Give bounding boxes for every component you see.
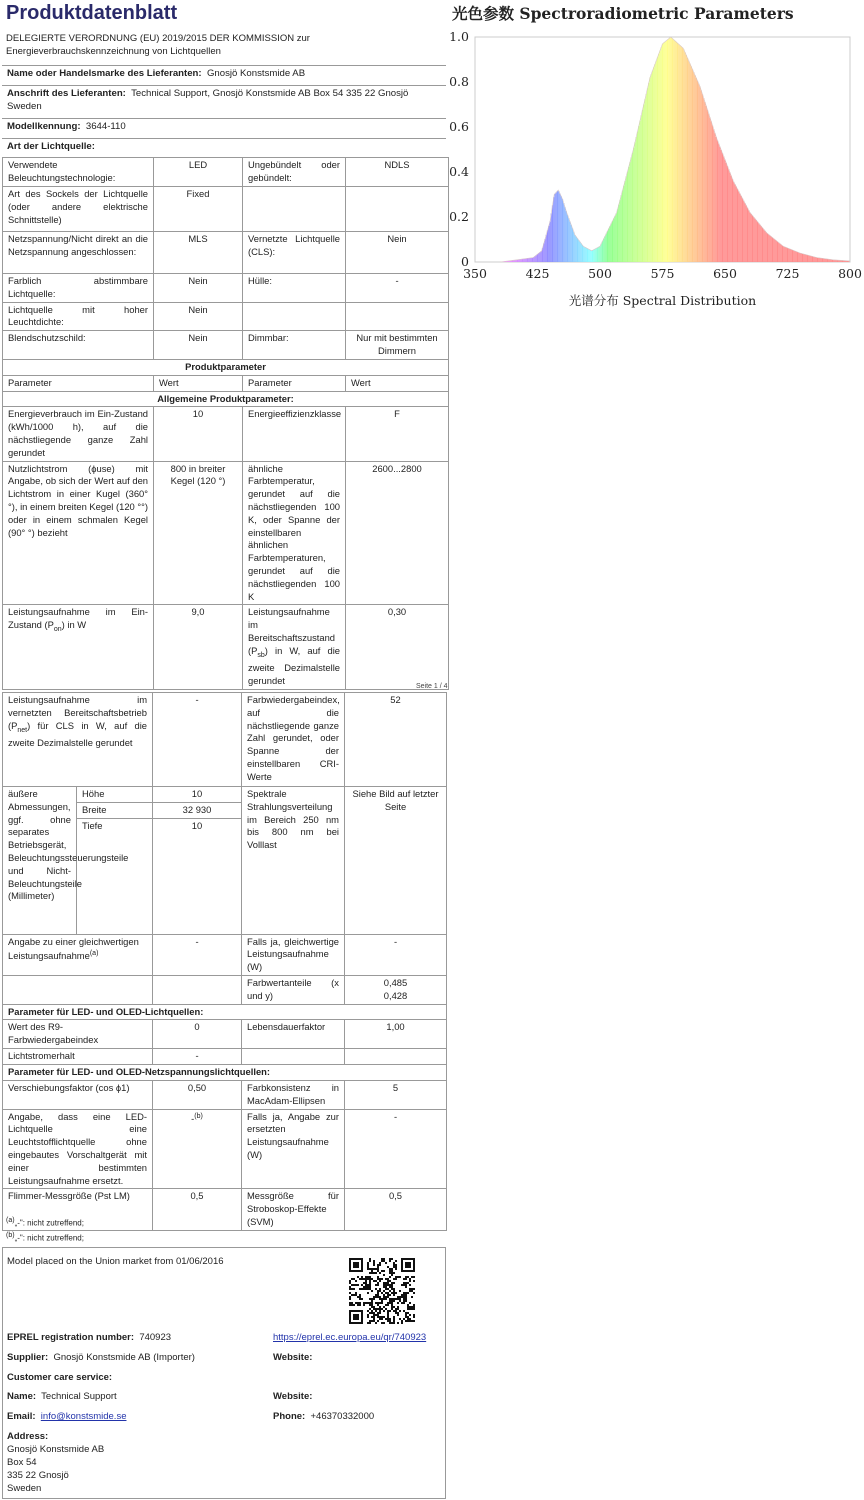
spectral-chart [440,25,864,320]
eprel-link[interactable]: https://eprel.ec.europa.eu/qr/740923 [273,1332,427,1343]
chart-title: 光色参数 Spectroradiometric Parameters [452,4,794,23]
table-row [3,1109,447,1189]
page-two-table [2,692,447,1231]
param-label: Flimmer-Messgröße (Pst LM) [3,1189,153,1230]
label-text: ) in W [61,619,87,631]
dimension-name: Tiefe [77,818,153,934]
x-axis-label: 光谱分布 Spectral Distribution [568,293,757,308]
eprel-label: EPREL registration number: [7,1332,135,1343]
superscript: (a) [89,950,99,958]
param-value: - [346,274,449,303]
param-label [3,934,153,975]
dimension-value: 10 [153,818,242,934]
model-value: 3644-110 [85,121,126,132]
light-source-type-row [2,138,446,158]
subscript: net [17,726,28,734]
table-row [3,787,447,803]
y-tick-label: 1.0 [449,29,469,44]
table-row [3,331,449,360]
table-row [3,232,449,274]
x-tick-label: 800 [838,266,862,281]
empty-cell [345,1049,447,1065]
param-label: Falls ja, Angabe zur ersetzten Leistungsaufnahme (W) [242,1109,345,1189]
table-row [3,302,449,331]
label-text: ) für CLS in W, auf die zweite Dezimalstelle gerundet [8,719,147,749]
table-row [3,975,447,1004]
param-label [3,693,153,787]
x-tick-label: 425 [525,266,550,281]
label-text: Leistungsaufnahme im Bereitschaftszustand (P [248,606,336,656]
address-line: Sweden [7,1483,42,1494]
param-value: Fixed [154,187,243,232]
label-text: ) in W, auf die zweite Dezimalstelle gerundet [248,644,340,687]
param-label: Farbwertanteile (x und y) [242,975,345,1004]
supplier-name-value: Gnosjö Konstsmide AB [206,68,306,79]
email-link[interactable]: info@konstsmide.se [40,1411,127,1422]
footnote-text: „-": nicht zutreffend; [14,1218,84,1228]
param-value: Nein [154,331,243,360]
param-label: Lichtstromerhalt [3,1049,153,1065]
param-label [3,605,154,690]
param-label: Farbwiedergabeindex, auf die nächstliegende ganze Zahl gerundet, oder Spanne der einstellbaren CRI-Werte [242,693,345,787]
subscript: on [53,626,62,634]
contact-name-label: Name: [7,1391,37,1402]
website-label: Website: [273,1391,313,1402]
table-row [3,360,449,376]
table-row [3,407,449,461]
param-label: Energieverbrauch im Ein-Zustand (kWh/1000 h), auf die nächstliegende ganze Zahl gerundet [3,407,154,461]
contact-name-value: Technical Support [41,1391,117,1402]
website-label: Website: [273,1352,313,1363]
param-value: 9,0 [154,605,243,690]
param-value: 0,50 [153,1080,242,1109]
y-tick-label: 0.8 [449,74,469,89]
param-value [346,187,449,232]
table-row [3,187,449,232]
param-label [243,187,346,232]
supplier-row [7,1352,195,1365]
email-label: Email: [7,1411,36,1422]
eprel-value: 740923 [139,1332,172,1343]
section-heading: Allgemeine Produktparameter: [3,391,449,407]
table-row [3,1080,447,1109]
email-row [7,1411,126,1424]
param-value: Nein [154,302,243,331]
param-value: NDLS [346,158,449,187]
x-tick-label: 350 [463,266,487,281]
param-value: 1,00 [345,1020,447,1049]
param-value: 52 [345,693,447,787]
address-line: Gnosjö Konstsmide AB [7,1444,105,1455]
page-title: Produktdatenblatt [6,2,178,24]
param-value: - [153,934,242,975]
param-value: LED [154,158,243,187]
param-label: Blendschutzschild: [3,331,154,360]
param-label: Falls ja, gleichwertige Leistungsaufnahme (W) [242,934,345,975]
param-label: Messgröße für Stroboskop-Effekte (SVM) [242,1189,345,1230]
phone-label: Phone: [273,1411,306,1422]
param-value: 0,30 [346,605,449,690]
y-tick-label: 0 [461,254,469,269]
superscript: (b) [194,1112,203,1120]
param-value: 5 [345,1080,447,1109]
param-label: Energieeffizienzklasse [243,407,346,461]
table-row [3,1049,447,1065]
y-tick-label: 0.2 [449,209,469,224]
product-parameters-table [2,359,449,690]
table-row [3,461,449,605]
eprel-footer [2,1247,446,1499]
section-heading: Parameter für LED- und OLED-Lichtquellen: [3,1004,447,1020]
param-label: Spektrale Strahlungsverteilung im Bereich 250 nm bis 800 nm bei Volllast [242,787,345,935]
param-label: ähnliche Farbtemperatur, gerundet auf die nächstliegenden 100 K, oder Spanne der einstellbaren ähnlichen Farbtemperaturen, gerundet auf die nächstliegenden 100 K [243,461,346,605]
phone-row [273,1411,374,1424]
y-tick-label: 0.4 [449,164,469,179]
supplier-address-row [2,85,446,118]
param-label: Vernetzte Lichtquelle (CLS): [243,232,346,274]
param-label: Angabe, dass eine LED-Lichtquelle eine Leuchtstofflichtquelle ohne eingebautes Vorschaltgerät mit einer bestimmten Leistungsaufnahme ersetzt. [3,1109,153,1189]
model-row [2,118,446,138]
footnote-mark: (a) [6,1217,15,1224]
subscript: sb [257,651,265,659]
param-value: F [346,407,449,461]
section-heading: Produktparameter [3,360,449,376]
supplier-name-label: Name oder Handelsmarke des Lieferanten: [7,68,202,79]
footnote-text: „-": nicht zutreffend; [14,1233,84,1243]
param-label: Art des Sockels der Lichtquelle (oder andere elektrische Schnittstelle) [3,187,154,232]
param-label: Wert des R9-Farbwiedergabeindex [3,1020,153,1049]
supplier-value: Gnosjö Konstsmide AB (Importer) [53,1352,195,1363]
supplier-label: Supplier: [7,1352,49,1363]
model-label: Modellkennung: [7,121,81,132]
param-value: 0,485 0,428 [345,975,447,1004]
empty-cell [153,975,242,1004]
param-label: Farbkonsistenz in MacAdam-Ellipsen [242,1080,345,1109]
param-value: MLS [154,232,243,274]
footnote-mark: (b) [6,1232,15,1239]
address-line: 335 22 Gnosjö [7,1470,69,1481]
column-header: Wert [346,375,449,391]
param-label: Nutzlichtstrom (ϕuse) mit Angabe, ob sich der Wert auf den Lichtstrom in einer Kugel (360° °), in einem breiten Kegel (120 °°) oder in einem schmalen Kegel (90° °) bezieht [3,461,154,605]
footnote-a [6,1217,84,1228]
label-text: Angabe zu einer gleichwertigen Leistungsaufnahme [8,935,139,962]
param-label: Verwendete Beleuchtungstechnologie: [3,158,154,187]
table-row [3,693,447,787]
address-label: Address: [7,1431,49,1442]
param-label: Netzspannung/Nicht direkt an die Netzspannung angeschlossen: [3,232,154,274]
regulation-subtitle: DELEGIERTE VERORDNUNG (EU) 2019/2015 DER KOMMISSION zur Energieverbrauchskennzeichnung von Lichtquellen [6,33,310,57]
contact-name-row [7,1391,117,1404]
table-row [3,934,447,975]
x-tick-label: 500 [588,266,612,281]
market-date: Model placed on the Union market from 01/06/2016 [7,1256,224,1267]
dimensions-label: äußere Abmessungen, ggf. ohne separates Betriebsgerät, Beleuchtungssteuerungsteile und Nicht-Beleuchtungsteile (Millimeter) [3,787,77,935]
supplier-address-value: Technical Support, Gnosjö Konstsmide AB Box 54 335 22 Gnosjö Sweden [7,88,409,112]
param-value: - [153,693,242,787]
x-tick-label: 575 [650,266,675,281]
param-label: Verschiebungsfaktor (cos ϕ1) [3,1080,153,1109]
param-value: Nein [346,232,449,274]
light-source-type-table [2,157,449,360]
param-value: - [345,1109,447,1189]
table-row [3,1065,447,1081]
param-value: 2600...2800 [346,461,449,605]
param-value: 0,5 [153,1189,242,1230]
dimension-name: Höhe [77,787,153,803]
y-tick-label: 0.6 [449,119,469,134]
param-value: Siehe Bild auf letzter Seite [345,787,447,935]
param-value: 800 in breiter Kegel (120 °) [154,461,243,605]
param-value: Nein [154,274,243,303]
table-header-row [3,375,449,391]
empty-cell [242,1049,345,1065]
x-tick-label: 650 [713,266,737,281]
light-source-type-label: Art der Lichtquelle: [7,141,95,152]
value-text: - [191,1112,195,1124]
param-label: Lebensdauerfaktor [242,1020,345,1049]
column-header: Parameter [3,375,154,391]
dimension-name: Breite [77,802,153,818]
param-value: - [345,934,447,975]
param-label: Lichtquelle mit hoher Leuchtdichte: [3,302,154,331]
param-label: Hülle: [243,274,346,303]
param-value: 0 [153,1020,242,1049]
qr-code-icon[interactable] [349,1258,415,1324]
customer-care-heading: Customer care service: [7,1372,113,1383]
table-row [3,158,449,187]
column-header: Parameter [243,375,346,391]
empty-cell [3,975,153,1004]
footnote-b [6,1232,84,1243]
param-value: Nur mit bestimmten Dimmern [346,331,449,360]
param-value: 0,5 [345,1189,447,1230]
phone-value: +46370332000 [310,1411,375,1422]
eprel-row [7,1332,171,1345]
param-label: Dimmbar: [243,331,346,360]
supplier-address-label: Anschrift des Lieferanten: [7,88,126,99]
dimension-value: 32 930 [153,802,242,818]
param-value: - [153,1049,242,1065]
supplier-name-row [2,65,446,87]
page-number: Seite 1 / 4 [416,683,448,690]
column-header: Wert [154,375,243,391]
table-row [3,1020,447,1049]
address-line: Box 54 [7,1457,37,1468]
label-text: Leistungsaufnahme im Ein-Zustand (P [8,606,148,631]
x-tick-label: 725 [775,266,800,281]
table-row [3,391,449,407]
dimension-value: 10 [153,787,242,803]
label-text: Leistungsaufnahme im vernetzten Bereitschaftsbetrieb (P [8,694,147,731]
table-row [3,274,449,303]
param-label: Ungebündelt oder gebündelt: [243,158,346,187]
table-row [3,1004,447,1020]
param-label: Farblich abstimmbare Lichtquelle: [3,274,154,303]
param-value: 10 [154,407,243,461]
param-value [346,302,449,331]
param-label [243,605,346,690]
param-label [243,302,346,331]
param-value [153,1109,242,1189]
table-row [3,605,449,690]
section-heading: Parameter für LED- und OLED-Netzspannungslichtquellen: [3,1065,447,1081]
